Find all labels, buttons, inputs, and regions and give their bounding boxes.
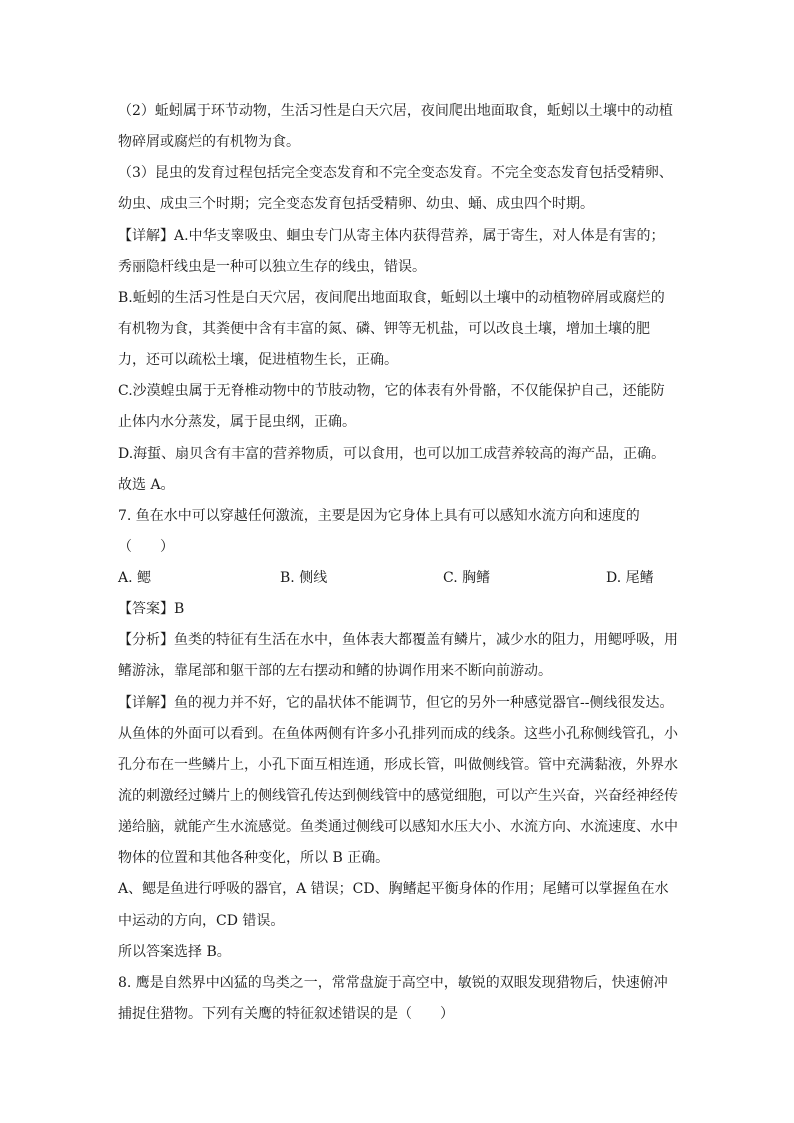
text-line: 从鱼体的外面可以看到。在鱼体两侧有许多小孔排列而成的线条。这些小孔称侧线管孔，小 xyxy=(118,726,678,742)
text-line: 中运动的方向，CD 错误。 xyxy=(118,913,285,929)
text-line: 【分析】鱼类的特征有生活在水中，鱼体表大都覆盖有鳞片，减少水的阻力，用鳃呼吸，用 xyxy=(118,632,678,648)
text-line: 【详解】A.中华支睾吸虫、蛔虫专门从寄主体内获得营养，属于寄生，对人体是有害的； xyxy=(118,228,665,244)
text-line: 幼虫、成虫三个时期；完全变态发育包括受精卵、幼虫、蛹、成虫四个时期。 xyxy=(118,196,594,212)
text-line: 物体的位置和其他各种变化，所以 B 正确。 xyxy=(118,850,390,866)
option-b: B. 侧线 xyxy=(280,570,328,586)
text-line: 秀丽隐杆线虫是一种可以独立生存的线虫，错误。 xyxy=(118,259,426,275)
text-line: D.海蜇、扇贝含有丰富的营养物质，可以食用，也可以加工成营养较高的海产品，正确。 xyxy=(118,446,666,462)
text-line: 【详解】鱼的视力并不好，它的晶状体不能调节，但它的另外一种感觉器官--侧线很发达。 xyxy=(118,695,674,711)
text-line: 故选 A。 xyxy=(118,477,175,493)
text-line: 递给脑，就能产生水流感觉。鱼类通过侧线可以感知水压大小、水流方向、水流速度、水中 xyxy=(118,819,678,835)
option-a: A. 鳃 xyxy=(118,570,152,586)
option-d: D. 尾鳍 xyxy=(606,570,654,586)
text-line: A、鳃是鱼进行呼吸的器官，A 错误；CD、胸鳍起平衡身体的作用；尾鳍可以掌握鱼在水 xyxy=(118,881,669,897)
question-7-blank: （ ） xyxy=(118,539,174,555)
text-line: 物碎屑或腐烂的有机物为食。 xyxy=(118,134,300,150)
text-line: B.蚯蚓的生活习性是白天穴居，夜间爬出地面取食，蚯蚓以土壤中的动植物碎屑或腐烂的 xyxy=(118,290,665,306)
text-line: C.沙漠蝗虫属于无脊椎动物中的节肢动物，它的体表有外骨骼，不仅能保护自己，还能防 xyxy=(118,383,665,399)
text-line: 流的刺激经过鳞片上的侧线管孔传达到侧线管中的感觉细胞，可以产生兴奋，兴奋经神经传 xyxy=(118,788,678,804)
text-line: 孔分布在一些鳞片上，小孔下面互相连通，形成长管，叫做侧线管。管中充满黏液，外界水 xyxy=(118,757,678,773)
text-line: 所以答案选择 B。 xyxy=(118,944,231,960)
text-line: 鳍游泳，靠尾部和躯干部的左右摆动和鳍的协调作用来不断向前游动。 xyxy=(118,663,552,679)
answer-line: 【答案】B xyxy=(118,601,185,617)
question-8-stem-cont: 捕捉住猎物。下列有关鹰的特征叙述错误的是（ ） xyxy=(118,1006,454,1022)
text-line: （3）昆虫的发育过程包括完全变态发育和不完全变态发育。不完全变态发育包括受精卵、 xyxy=(118,165,673,181)
text-line: （2）蚯蚓属于环节动物，生活习性是白天穴居，夜间爬出地面取食，蚯蚓以土壤中的动植 xyxy=(118,103,673,119)
text-line: 止体内水分蒸发，属于昆虫纲，正确。 xyxy=(118,414,356,430)
question-7-stem: 7. 鱼在水中可以穿越任何激流，主要是因为它身体上具有可以感知水流方向和速度的 xyxy=(118,508,640,524)
question-8-stem: 8. 鹰是自然界中凶猛的鸟类之一，常常盘旋于高空中，敏锐的双眼发现猎物后，快速俯冲 xyxy=(118,975,668,991)
text-line: 有机物为食，其粪便中含有丰富的氮、磷、钾等无机盐，可以改良土壤，增加土壤的肥 xyxy=(118,321,650,337)
option-c: C. 胸鳍 xyxy=(443,570,491,586)
text-line: 力，还可以疏松土壤，促进植物生长，正确。 xyxy=(118,352,398,368)
